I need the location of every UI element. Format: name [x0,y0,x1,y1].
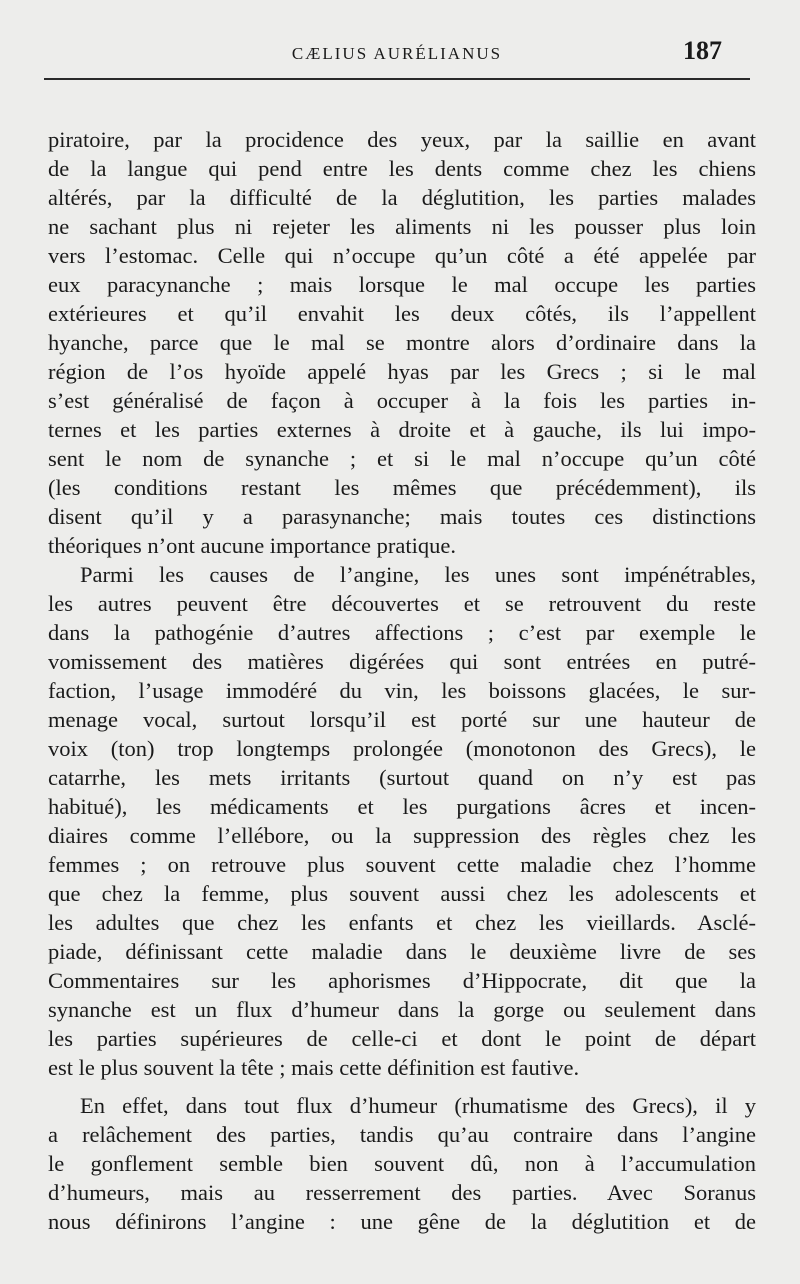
page-header [44,34,750,74]
text-line: dans la pathogénie d’autres affections ; c’est par exemple le [48,620,756,645]
text-line: En effet, dans tout flux d’humeur (rhumatisme des Grecs), il y [80,1093,756,1118]
paragraph-2 [48,560,756,1082]
text-line: femmes ; on retrouve plus souvent cette maladie chez l’homme [48,852,756,877]
text-line: nous définirons l’angine : une gêne de la déglutition et de [48,1209,756,1234]
text-line: s’est généralisé de façon à occuper à la fois les parties in- [48,388,756,413]
paragraph-3 [48,1091,756,1236]
text-line: d’humeurs, mais au resserrement des parties. Avec Soranus [48,1180,756,1205]
text-line: menage vocal, surtout lorsqu’il est porté sur une hauteur de [48,707,756,732]
text-line: est le plus souvent la tête ; mais cette définition est fautive. [48,1055,580,1080]
text-line: piratoire, par la procidence des yeux, par la saillie en avant [48,127,756,152]
text-line: région de l’os hyoïde appelé hyas par les Grecs ; si le mal [48,359,756,384]
text-line: les adultes que chez les enfants et chez les vieillards. Asclé- [48,910,756,935]
text-line: (les conditions restant les mêmes que précédemment), ils [48,475,756,500]
text-line: disent qu’il y a parasynanche; mais toutes ces distinctions [48,504,756,529]
header-rule [44,78,750,80]
text-line: les parties supérieures de celle-ci et dont le point de départ [48,1026,756,1051]
running-title: CÆLIUS AURÉLIANUS [291,44,503,63]
text-line: vers l’estomac. Celle qui n’occupe qu’un côté a été appelée par [48,243,756,268]
text-line: Parmi les causes de l’angine, les unes sont impénétrables, [80,562,756,587]
text-line: hyanche, parce que le mal se montre alors d’ordinaire dans la [48,330,756,355]
text-line: voix (ton) trop longtemps prolongée (monotonon des Grecs), le [48,736,756,761]
text-line: les autres peuvent être découvertes et se retrouvent du reste [48,591,756,616]
text-line: extérieures et qu’il envahit les deux côtés, ils l’appellent [48,301,756,326]
text-line: ne sachant plus ni rejeter les aliments ni les pousser plus loin [48,214,756,239]
page-number: 187 [683,36,722,65]
text-line: eux paracynanche ; mais lorsque le mal occupe les parties [48,272,756,297]
text-line: que chez la femme, plus souvent aussi chez les adolescents et [48,881,756,906]
text-line: vomissement des matières digérées qui sont entrées en putré- [48,649,756,674]
text-line: Commentaires sur les aphorismes d’Hippocrate, dit que la [48,968,756,993]
text-line: diaires comme l’ellébore, ou la suppression des règles chez les [48,823,756,848]
text-line: sent le nom de synanche ; et si le mal n’occupe qu’un côté [48,446,756,471]
text-line: catarrhe, les mets irritants (surtout quand on n’y est pas [48,765,756,790]
text-line: piade, définissant cette maladie dans le deuxième livre de ses [48,939,756,964]
text-line: habitué), les médicaments et les purgations âcres et incen- [48,794,756,819]
text-line: faction, l’usage immodéré du vin, les boissons glacées, le sur- [48,678,756,703]
body-text [48,125,756,1236]
text-line: altérés, par la difficulté de la déglutition, les parties malades [48,185,756,210]
text-line: de la langue qui pend entre les dents comme chez les chiens [48,156,756,181]
text-line: ternes et les parties externes à droite et à gauche, ils lui impo- [48,417,756,442]
paragraph-1 [48,125,756,560]
text-line: théoriques n’ont aucune importance pratique. [48,533,456,558]
text-line: synanche est un flux d’humeur dans la gorge ou seulement dans [48,997,756,1022]
text-line: le gonflement semble bien souvent dû, non à l’accumulation [48,1151,756,1176]
text-line: a relâchement des parties, tandis qu’au contraire dans l’angine [48,1122,756,1147]
